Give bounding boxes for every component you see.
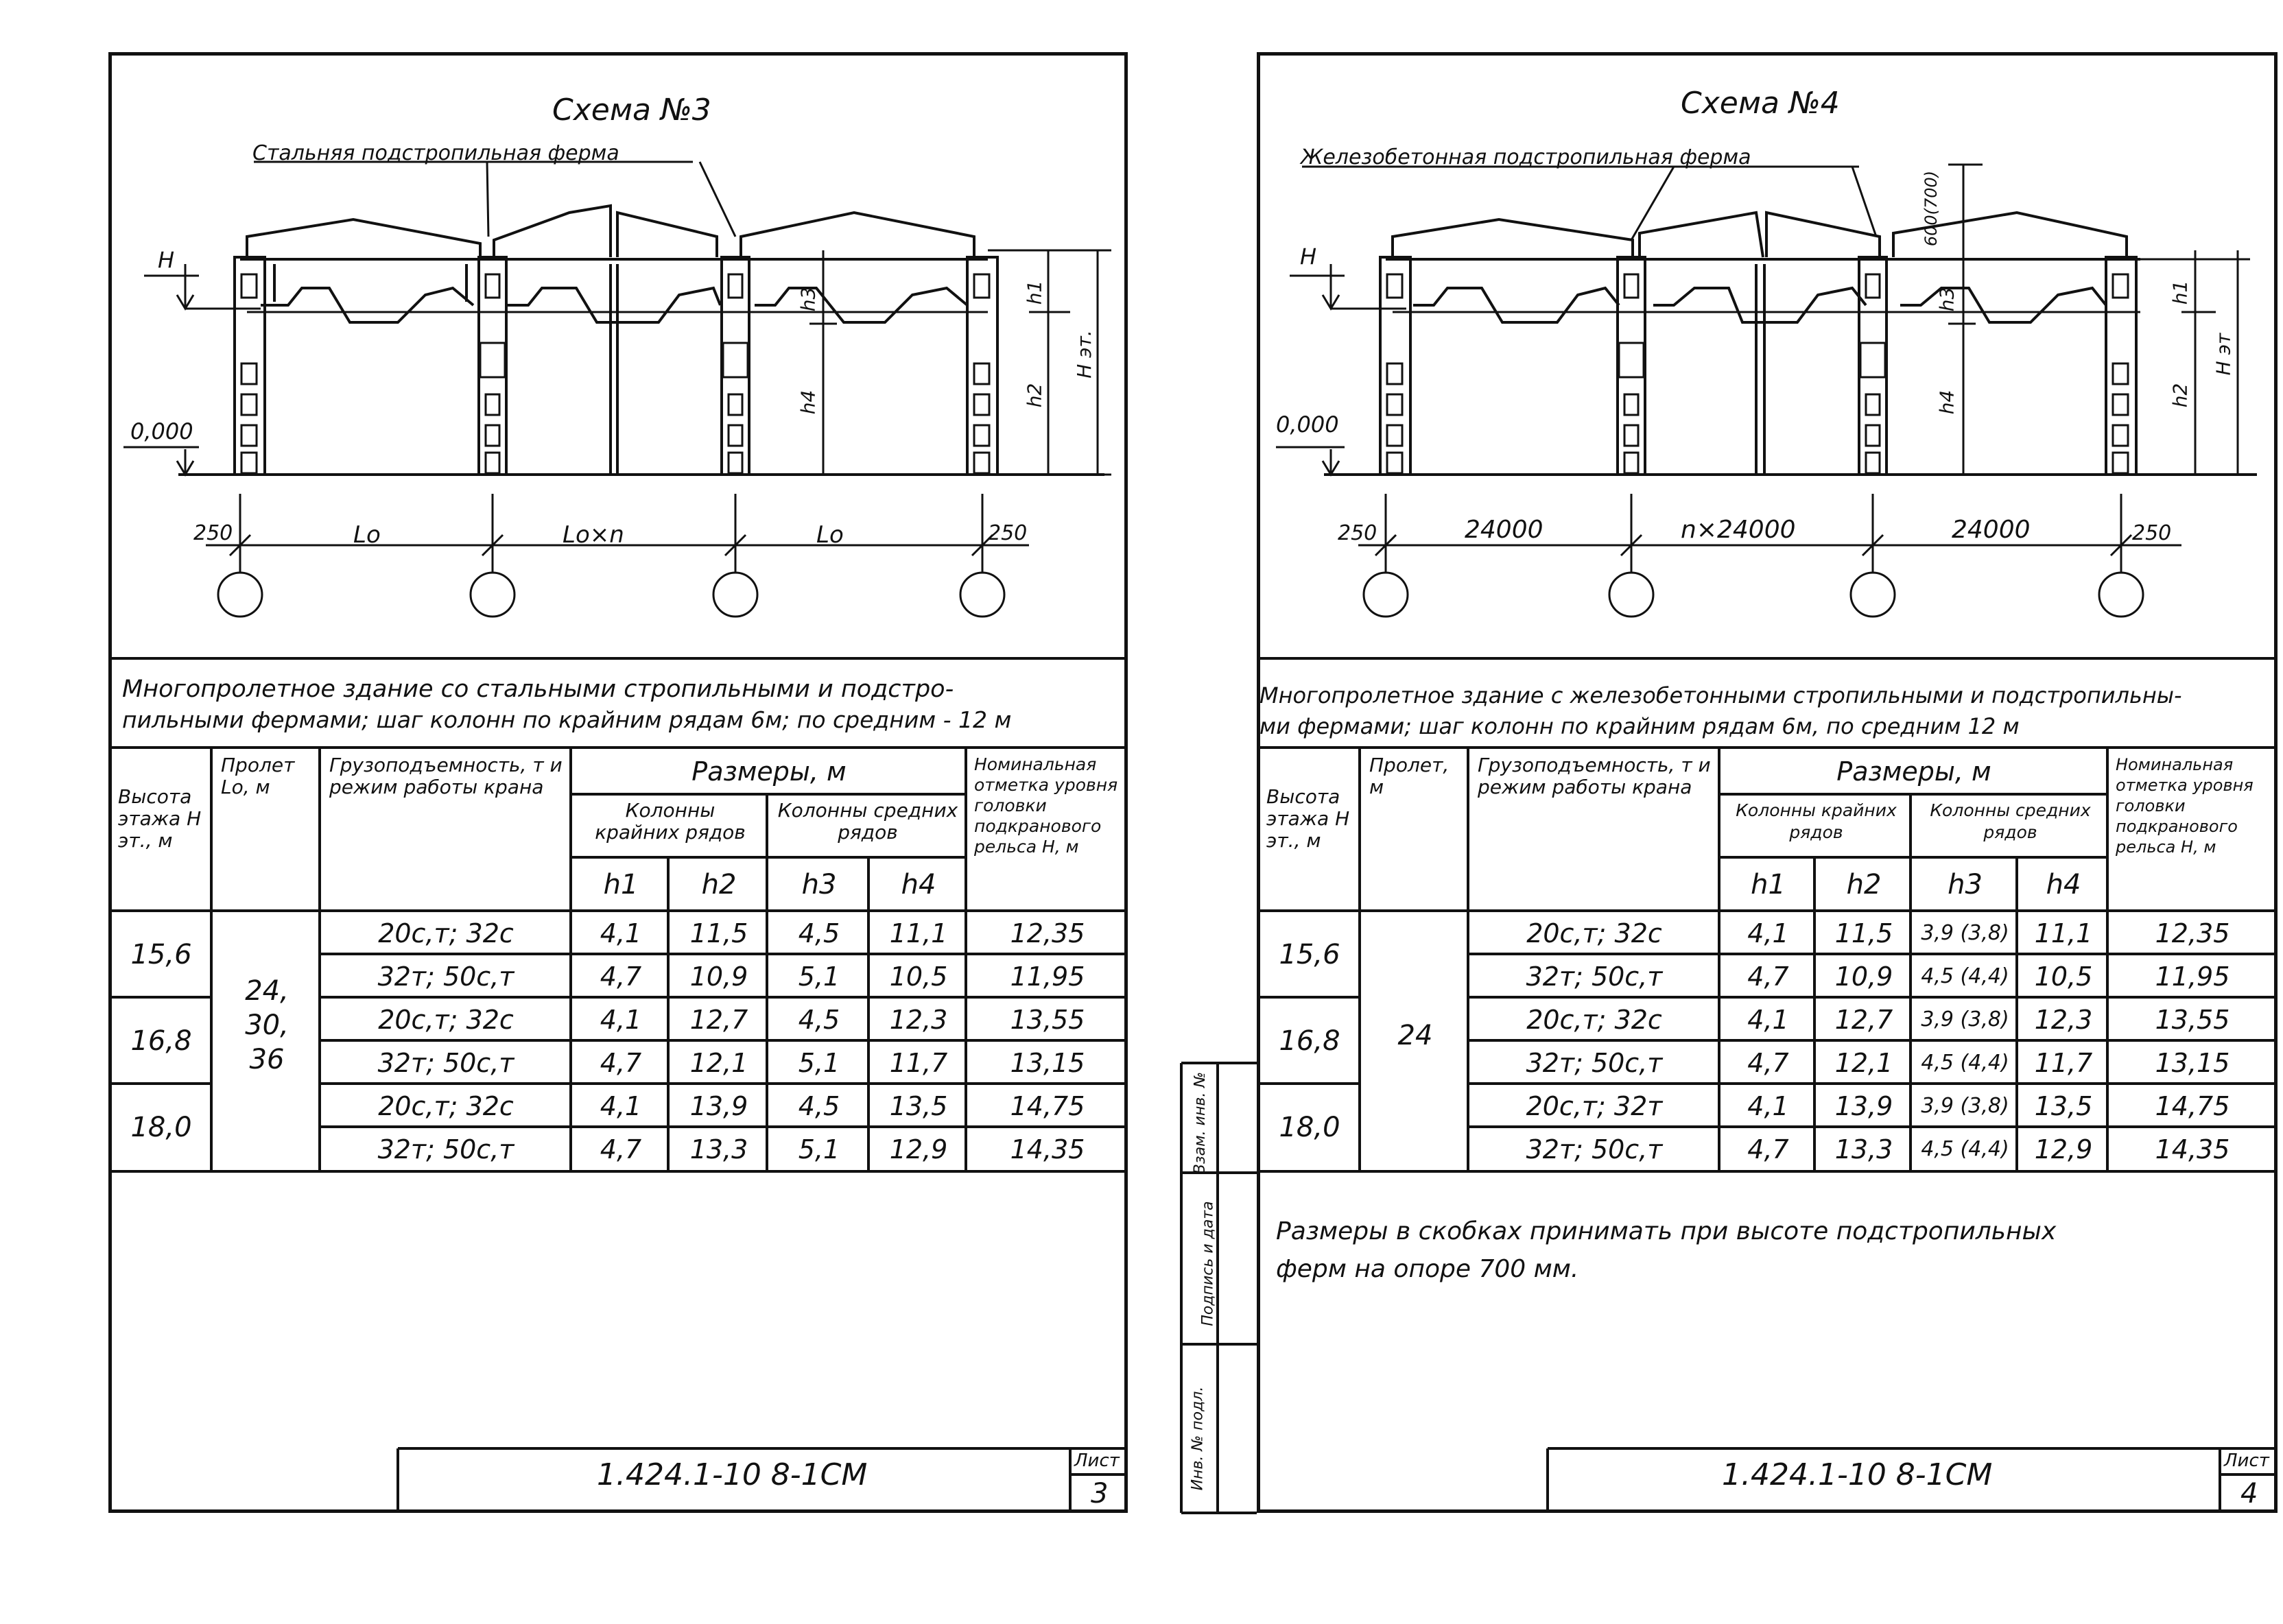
note-line-2-4: ферм на опоре 700 мм. (1276, 1255, 1579, 1283)
value-cell-H: 12,35 (2155, 918, 2230, 948)
value-cell-h3: 5,1 (798, 1047, 840, 1078)
dim-h3-4: h3 (1935, 287, 1959, 312)
span-1-3: Lo (353, 521, 381, 549)
col-h1-3: h1 (603, 869, 639, 900)
value-cell-H: 13,55 (1010, 1004, 1085, 1035)
value-cell-h3: 4,5 (798, 1090, 840, 1121)
crane-cell: 20с,т; 32с (1526, 1004, 1662, 1035)
crane-cell: 20с,т; 32с (1526, 918, 1662, 948)
col-crane-header-3: Грузоподъемность, т и режим работы крана (329, 754, 563, 798)
dim-h1-3: h1 (1023, 280, 1046, 305)
truss-label-4: Железобетонная подстропильная ферма (1301, 145, 1751, 169)
value-cell-h4: 13,5 (889, 1090, 948, 1121)
caption-line-2-3: пильными фермами; шаг колонн по крайним рядам 6м; по средним - 12 м (122, 706, 1012, 733)
value-cell-h2: 13,3 (689, 1134, 748, 1165)
value-cell-h1: 4,7 (600, 1047, 642, 1078)
crane-cell: 32т; 50с,т (377, 1134, 514, 1165)
value-cell-h4: 10,5 (2034, 961, 2093, 992)
value-cell-h4: 13,5 (2034, 1090, 2093, 1121)
dim-h4-3: h4 (796, 390, 820, 415)
value-cell-h2: 10,9 (1834, 961, 1893, 992)
crane-cell: 32т; 50с,т (1526, 961, 1663, 992)
value-cell-h1: 4,7 (600, 961, 642, 992)
col-middle-header-3: Колонны средних рядов (777, 799, 958, 844)
h-mark-4: H (1300, 243, 1317, 270)
caption-line-2-4: ми фермами; шаг колонн по крайним рядам 6м, по средним 12 м (1259, 713, 2020, 739)
value-cell-h2: 12,7 (1834, 1004, 1893, 1035)
value-cell-H: 12,35 (1010, 918, 1085, 948)
col-h4-4: h4 (2046, 869, 2081, 900)
scheme-title-4: Схема №4 (1681, 86, 1840, 121)
value-cell-h3: 4,5 (4,4) (1921, 1051, 2009, 1075)
side-stamp-inv: Инв. № подл. (1189, 1386, 1207, 1491)
span-cell: 24 (1397, 1020, 1433, 1051)
value-cell-h3: 3,9 (3,8) (1921, 1007, 2009, 1031)
value-cell-h3: 4,5 (4,4) (1921, 964, 2009, 988)
col-height-header-3: Высота этажа Н эт., м (118, 785, 202, 852)
height-cell: 16,8 (130, 1025, 192, 1057)
dim-h2-3: h2 (1023, 383, 1046, 408)
dim-600-4: 600(700) (1921, 170, 1941, 247)
height-cell: 16,8 (1279, 1025, 1340, 1057)
span-cell: 36 (249, 1044, 285, 1075)
crane-cell: 32т; 50с,т (377, 961, 514, 992)
value-cell-h1: 4,1 (600, 1004, 642, 1035)
value-cell-h2: 12,1 (689, 1047, 748, 1078)
value-cell-h2: 13,9 (1834, 1090, 1893, 1121)
crane-cell: 20с,т; 32с (378, 1004, 514, 1035)
height-cell: 15,6 (130, 939, 192, 970)
dim-het-4: H эт (2212, 333, 2235, 376)
col-outer-header-3: Колонны крайних рядов (595, 799, 746, 844)
note-line-1-4: Размеры в скобках принимать при высоте подстропильных (1276, 1217, 2057, 1245)
col-h2-3: h2 (701, 869, 737, 900)
value-cell-h4: 11,7 (889, 1047, 948, 1078)
value-cell-h3: 3,9 (3,8) (1921, 1094, 2009, 1118)
truss-label-3: Стальняя подстропильная ферма (252, 141, 619, 165)
dim-h1-4: h1 (2168, 280, 2192, 305)
edge-right-4: 250 (2132, 521, 2172, 545)
col-span-header-4: Пролет, м (1369, 754, 1450, 798)
side-stamp-sign: Подпись и дата (1199, 1201, 1217, 1326)
value-cell-H: 14,35 (1010, 1134, 1085, 1165)
value-cell-h4: 12,9 (2034, 1134, 2093, 1165)
value-cell-h1: 4,1 (600, 1090, 642, 1121)
value-cell-h3: 4,5 (798, 1004, 840, 1035)
caption-line-1-4: Многопролетное здание с железобетонными стропильными и подстропильны- (1259, 682, 2182, 708)
col-h2-4: h2 (1846, 869, 1882, 900)
dim-h2-4: h2 (2168, 383, 2192, 408)
list-number-4: 4 (2240, 1478, 2258, 1509)
value-cell-h2: 13,3 (1834, 1134, 1893, 1165)
value-cell-H: 13,15 (1010, 1047, 1085, 1078)
value-cell-h4: 12,3 (889, 1004, 948, 1035)
value-cell-h1: 4,7 (1747, 1047, 1789, 1078)
col-sizes-header-4: Размеры, м (1836, 756, 1991, 787)
value-cell-H: 13,15 (2155, 1047, 2230, 1078)
span-3-3: Lo (816, 521, 844, 549)
span-3-4: 24000 (1952, 516, 2031, 544)
value-cell-h3: 4,5 (798, 918, 840, 948)
scheme-title-3: Схема №3 (552, 93, 711, 128)
value-cell-h2: 13,9 (689, 1090, 748, 1121)
value-cell-h1: 4,1 (1747, 1090, 1789, 1121)
zero-mark-3: 0,000 (130, 418, 193, 444)
dim-het-3: H эт. (1072, 330, 1096, 379)
col-middle-header-4: Колонны средних рядов (1930, 800, 2091, 842)
value-cell-h1: 4,1 (1747, 918, 1789, 948)
col-height-header-4: Высота этажа Н эт., м (1266, 785, 1350, 852)
list-label-3: Лист (1074, 1450, 1120, 1471)
dim-h3-3: h3 (796, 287, 820, 312)
col-h3-4: h3 (1948, 869, 1983, 900)
side-stamp-replace: Взам. инв. № (1192, 1071, 1209, 1175)
crane-cell: 20с,т; 32с (378, 1090, 514, 1121)
value-cell-h1: 4,7 (1747, 1134, 1789, 1165)
value-cell-H: 11,95 (2155, 961, 2230, 992)
value-cell-h3: 3,9 (3,8) (1921, 921, 2009, 945)
value-cell-h3: 4,5 (4,4) (1921, 1137, 2009, 1161)
value-cell-h2: 10,9 (689, 961, 748, 992)
code-4: 1.424.1-10 8-1СМ (1722, 1457, 1993, 1492)
value-cell-H: 14,75 (2155, 1090, 2230, 1121)
crane-cell: 32т; 50с,т (377, 1047, 514, 1078)
value-cell-H: 13,55 (2155, 1004, 2230, 1035)
crane-cell: 20с,т; 32т (1526, 1090, 1663, 1121)
span-2-3: Lo×n (563, 521, 624, 549)
value-cell-h1: 4,1 (1747, 1004, 1789, 1035)
col-mark-header-4: Номинальная отметка уровня головки подкранового рельса Н, м (2116, 755, 2254, 857)
span-1-4: 24000 (1465, 516, 1543, 544)
height-cell: 18,0 (1279, 1112, 1340, 1143)
value-cell-h1: 4,7 (600, 1134, 642, 1165)
edge-right-3: 250 (988, 521, 1028, 545)
code-3: 1.424.1-10 8-1СМ (597, 1457, 868, 1492)
value-cell-h1: 4,7 (1747, 961, 1789, 992)
col-crane-header-4: Грузоподъемность, т и режим работы крана (1478, 754, 1711, 798)
value-cell-h4: 12,9 (889, 1134, 948, 1165)
value-cell-h2: 12,1 (1834, 1047, 1893, 1078)
list-label-4: Лист (2224, 1450, 2269, 1471)
col-h1-4: h1 (1751, 869, 1786, 900)
value-cell-h2: 11,5 (1834, 918, 1893, 948)
value-cell-H: 14,35 (2155, 1134, 2230, 1165)
value-cell-h4: 12,3 (2034, 1004, 2093, 1035)
value-cell-h3: 5,1 (798, 961, 840, 992)
crane-cell: 20с,т; 32с (378, 918, 514, 948)
zero-mark-4: 0,000 (1276, 411, 1339, 438)
value-cell-h2: 11,5 (689, 918, 748, 948)
col-sizes-header-3: Размеры, м (691, 756, 847, 787)
col-h3-3: h3 (801, 869, 837, 900)
crane-cell: 32т; 50с,т (1526, 1047, 1663, 1078)
span-2-4: n×24000 (1681, 516, 1796, 544)
span-cell: 24, (245, 975, 289, 1007)
dim-h4-4: h4 (1935, 390, 1959, 415)
h-mark-3: H (158, 247, 175, 273)
value-cell-h3: 5,1 (798, 1134, 840, 1165)
value-cell-H: 14,75 (1010, 1090, 1085, 1121)
span-cell: 30, (245, 1010, 289, 1041)
crane-cell: 32т; 50с,т (1526, 1134, 1663, 1165)
value-cell-h4: 10,5 (889, 961, 948, 992)
height-cell: 15,6 (1279, 939, 1340, 970)
list-number-3: 3 (1091, 1478, 1109, 1509)
col-span-header-3: Пролет Lo, м (221, 754, 295, 798)
height-cell: 18,0 (130, 1112, 192, 1143)
value-cell-h1: 4,1 (600, 918, 642, 948)
edge-left-3: 250 (193, 521, 233, 545)
col-h4-3: h4 (901, 869, 936, 900)
value-cell-h4: 11,7 (2034, 1047, 2093, 1078)
value-cell-h4: 11,1 (2034, 918, 2093, 948)
value-cell-h4: 11,1 (889, 918, 948, 948)
caption-line-1-3: Многопролетное здание со стальными стропильными и подстро- (122, 676, 954, 703)
value-cell-h2: 12,7 (689, 1004, 748, 1035)
edge-left-4: 250 (1338, 521, 1377, 545)
value-cell-H: 11,95 (1010, 961, 1085, 992)
col-outer-header-4: Колонны крайних рядов (1736, 800, 1897, 842)
col-mark-header-3: Номинальная отметка уровня головки подкранового рельса Н, м (974, 754, 1118, 857)
